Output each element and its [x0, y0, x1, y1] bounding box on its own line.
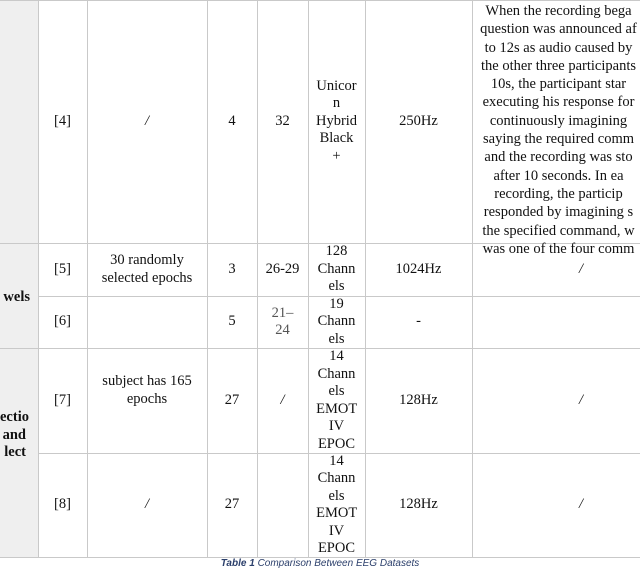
row7-ref: [7] — [54, 391, 71, 408]
row5-subjects: 3 — [228, 260, 236, 277]
row6-channels: 21– 24 — [271, 304, 294, 338]
row8-device: 14 Chann els EMOT IV EPOC — [316, 452, 358, 556]
row4-notes — [472, 0, 640, 257]
row6-sampling: - — [416, 313, 421, 330]
row8-subjects: 27 — [224, 496, 240, 513]
row8-epochs: / — [144, 496, 150, 513]
row4-subjects: 4 — [228, 112, 236, 129]
row8-notes — [472, 453, 640, 557]
row4-ref: [4] — [54, 112, 71, 129]
row4-sampling: 250Hz — [399, 112, 438, 129]
row6-ref: [6] — [54, 313, 71, 330]
row8-ref: [8] — [54, 496, 71, 513]
row8-sampling: 128Hz — [399, 496, 438, 513]
row7-channels: / — [280, 391, 285, 408]
row5-epochs: 30 randomly selected epochs — [101, 252, 193, 286]
row6-notes — [472, 296, 640, 348]
row7-epochs: subject has 165 epochs — [102, 373, 192, 407]
row7-sampling: 128Hz — [399, 391, 438, 408]
row7-subjects: 27 — [224, 391, 240, 408]
row5-sampling: 1024Hz — [395, 260, 442, 277]
row6-epochs — [87, 296, 207, 348]
row6-device: 19 Chann els — [317, 295, 356, 347]
row4-notes-text: When the recording bega question was announced af to 12s as audio caused by the other three participants 10s, the participant star executing his response for continuously imagining saying the required comm and the recording was sto after 10 seconds. In ea recording, the particip responded by imagining s the specified command, w was one of the four comm — [480, 3, 637, 257]
row7-device: 14 Chann els EMOT IV EPOC — [316, 348, 358, 452]
row5-notes-text: / — [579, 260, 584, 277]
category-column-shade — [0, 0, 38, 557]
row7-notes-text: / — [579, 391, 584, 408]
row5-device: 128 Chann els — [317, 243, 356, 295]
row5-channels: 26-29 — [265, 260, 300, 277]
row5-notes — [472, 243, 640, 296]
row8-notes-text: / — [579, 496, 584, 513]
row7-notes — [472, 348, 640, 453]
row4-device: Unicor n Hybrid Black + — [315, 77, 358, 164]
row4-epochs: / — [144, 112, 150, 129]
row4-channels: 32 — [275, 112, 290, 129]
row8-channels — [257, 453, 308, 557]
group-label-direction-text: ectio and lect — [0, 409, 29, 460]
group-label-direction — [0, 409, 29, 462]
group-label-vowels: wels — [3, 289, 30, 305]
table-caption-text: Comparison Between EEG Datasets — [257, 558, 420, 569]
table-caption — [0, 558, 640, 569]
row6-subjects: 5 — [228, 313, 236, 330]
row5-ref: [5] — [54, 260, 71, 277]
table-caption-label: Table 1 — [220, 558, 255, 569]
